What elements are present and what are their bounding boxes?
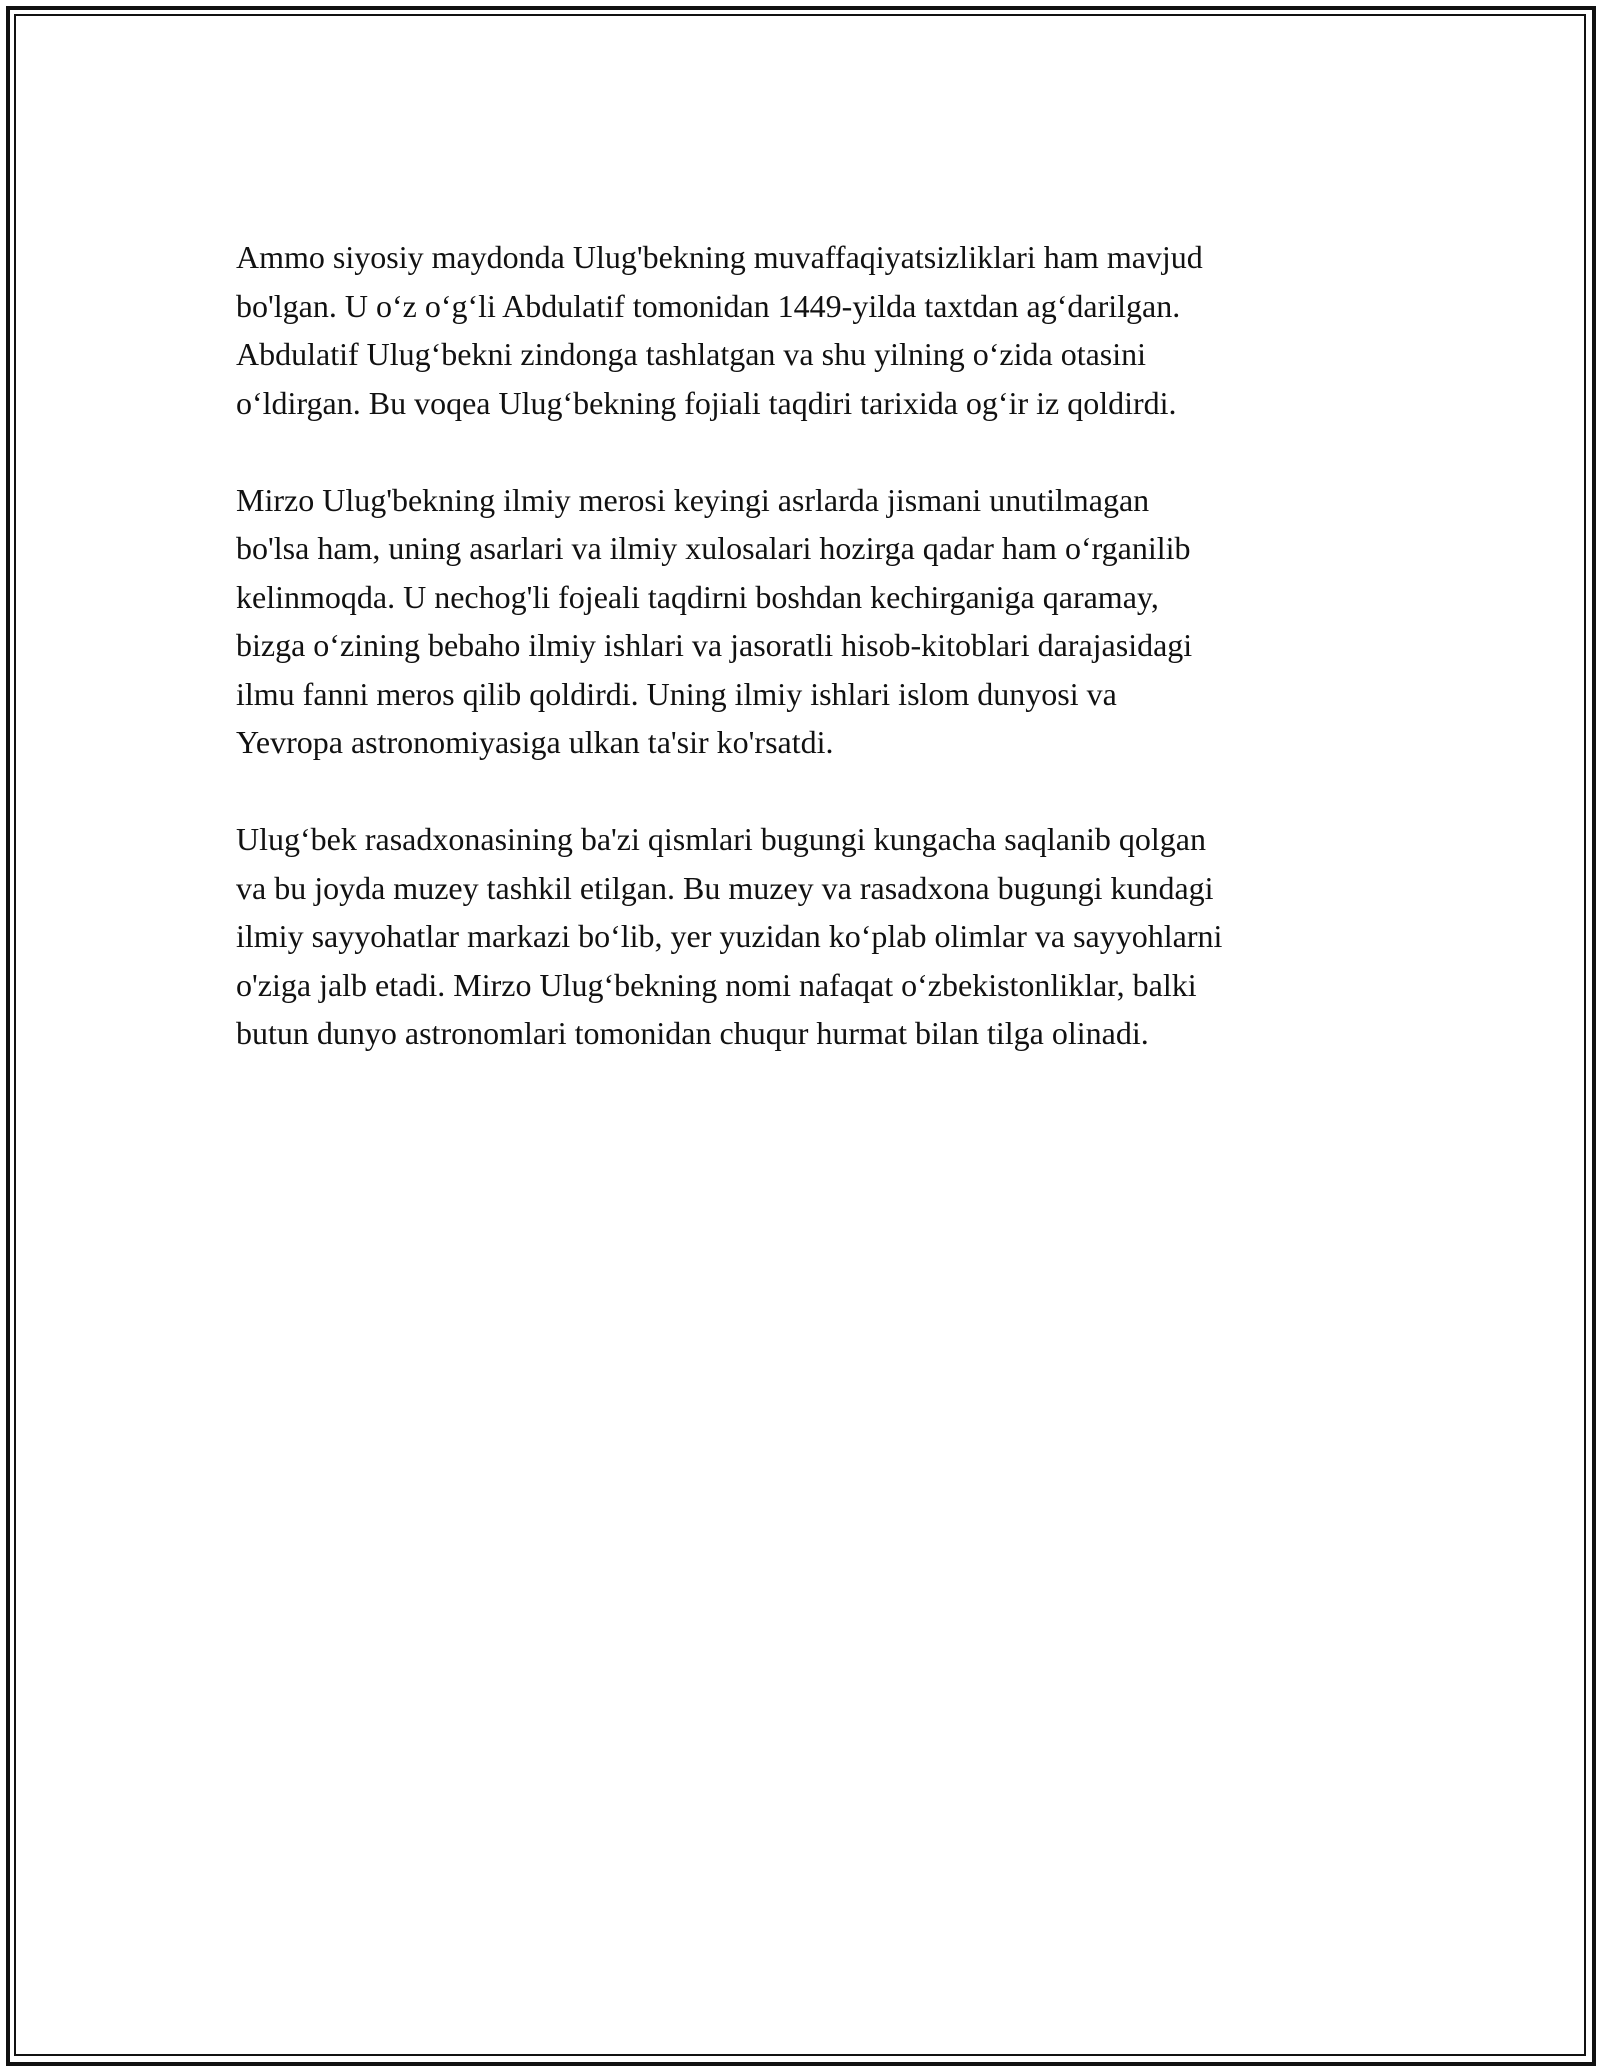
- text-line: butun dunyo astronomlari tomonidan chuqur hurmat bilan tilga olinadi.: [236, 1015, 1149, 1051]
- paragraph-scientific-legacy: [236, 476, 1386, 767]
- text-line: ilmu fanni meros qilib qoldirdi. Uning ilmiy ishlari islom dunyosi va: [236, 675, 1117, 712]
- paragraph-observatory-museum: [236, 815, 1386, 1058]
- text-line: bo'lsa ham, uning asarlari va ilmiy xulosalari hozirga qadar ham o‘rganilib: [236, 530, 1191, 566]
- text-line: Abdulatif Ulug‘bekni zindonga tashlatgan va shu yilning o‘zida otasini: [236, 336, 1147, 372]
- text-line: Yevropa astronomiyasiga ulkan ta'sir ko'rsatdi.: [236, 724, 834, 760]
- paragraph-political-failures: [236, 233, 1386, 427]
- text-line: bo'lgan. U o‘z o‘g‘li Abdulatif tomonidan 1449-yilda taxtdan ag‘darilgan.: [236, 287, 1181, 324]
- text-line: Ulug‘bek rasadxonasining ba'zi qismlari bugungi kungacha saqlanib qolgan: [236, 821, 1206, 857]
- text-line: va bu joyda muzey tashkil etilgan. Bu muzey va rasadxona bugungi kundagi: [236, 869, 1214, 906]
- text-line: o'ziga jalb etadi. Mirzo Ulug‘bekning nomi nafaqat o‘zbekistonliklar, balki: [236, 966, 1197, 1003]
- text-line: o‘ldirgan. Bu voqea Ulug‘bekning fojiali taqdiri tarixida og‘ir iz qoldirdi.: [236, 384, 1177, 421]
- text-line: bizga o‘zining bebaho ilmiy ishlari va jasoratli hisob-kitoblari darajasidagi: [236, 627, 1193, 663]
- text-line: kelinmoqda. U nechog'li fojeali taqdirni boshdan kechirganiga qaramay,: [236, 578, 1159, 615]
- text-line: Ammo siyosiy maydonda Ulug'bekning muvaffaqiyatsizliklari ham mavjud: [236, 239, 1203, 275]
- text-line: Mirzo Ulug'bekning ilmiy merosi keyingi asrlarda jismani unutilmagan: [236, 481, 1150, 518]
- text-line: ilmiy sayyohatlar markazi bo‘lib, yer yuzidan ko‘plab olimlar va sayyohlarni: [236, 918, 1223, 954]
- document-body: [236, 233, 1386, 1106]
